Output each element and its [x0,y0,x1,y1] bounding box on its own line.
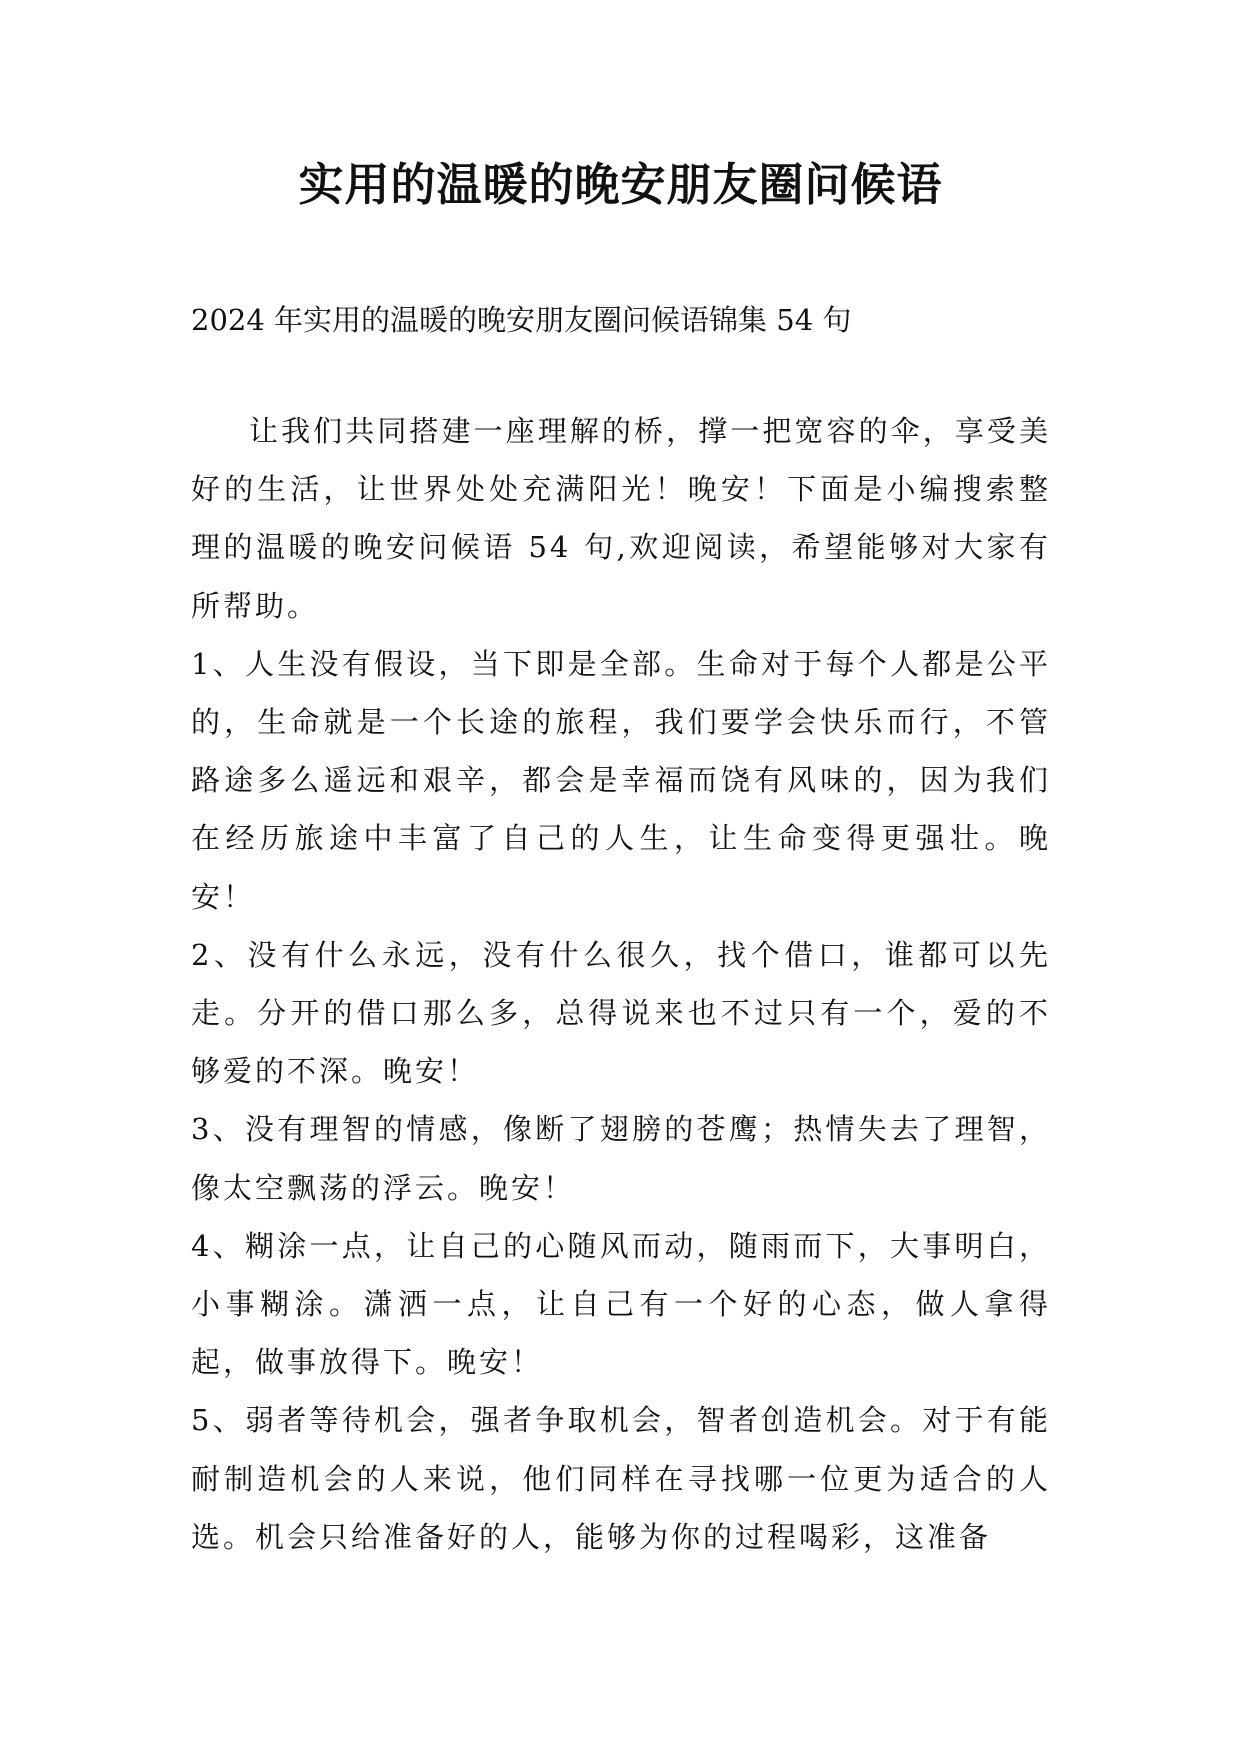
list-item: 2、没有什么永远，没有什么很久，找个借口，谁都可以先走。分开的借口那么多，总得说来也不过只有一个，爱的不够爱的不深。晚安！ [191,937,1051,1089]
document-body [191,402,1051,1566]
list-item: 1、人生没有假设，当下即是全部。生命对于每个人都是公平的，生命就是一个长途的旅程，我们要学会快乐而行，不管路途多么遥远和艰辛，都会是幸福而饶有风味的，因为我们在经历旅途中丰富了自己的人生，让生命变得更强壮。晚安！ [191,646,1051,914]
document-subtitle: 2024 年实用的温暖的晚安朋友圈问候语锦集 54 句 [191,303,852,337]
document-title: 实用的温暖的晚安朋友圈问候语 [298,158,943,211]
list-item: 4、糊涂一点，让自己的心随风而动，随雨而下，大事明白，小事糊涂。潇洒一点，让自己有一个好的心态，做人拿得起，做事放得下。晚安！ [191,1228,1051,1380]
intro-paragraph: 让我们共同搭建一座理解的桥，撑一把宽容的伞，享受美好的生活，让世界处处充满阳光！晚安！下面是小编搜索整理的温暖的晚安问候语 54 句,欢迎阅读，希望能够对大家有所帮助。 [191,414,1051,623]
list-item: 5、弱者等待机会，强者争取机会，智者创造机会。对于有能耐制造机会的人来说，他们同样在寻找哪一位更为适合的人选。机会只给准备好的人，能够为你的过程喝彩，这准备 [191,1403,1051,1554]
list-item: 3、没有理智的情感，像断了翅膀的苍鹰；热情失去了理智，像太空飘荡的浮云。晚安！ [191,1112,1051,1205]
